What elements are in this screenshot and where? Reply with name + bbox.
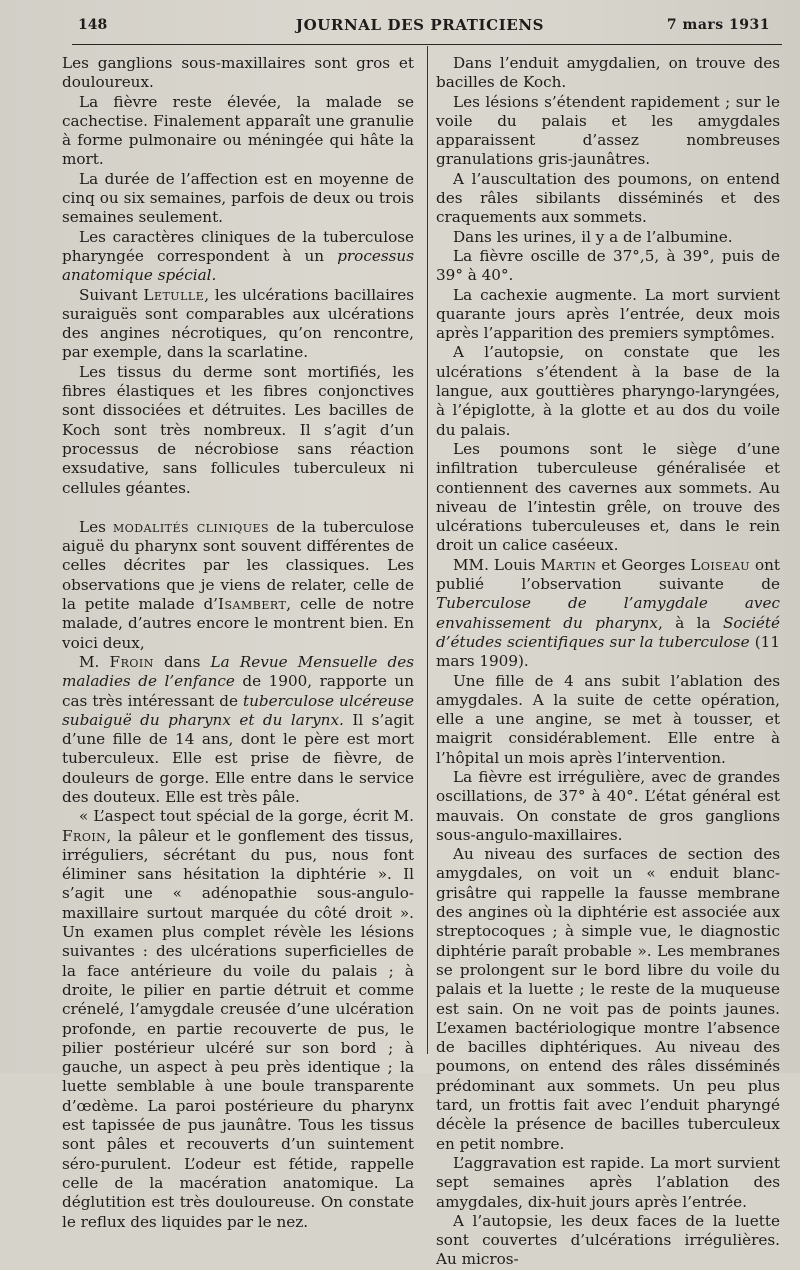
paragraph xyxy=(62,807,414,1232)
page-number: 148 xyxy=(78,17,108,33)
author-name: Loiseau xyxy=(690,555,751,574)
paragraph: Les tissus du derme sont mortifiés, les fibres élastiques et les fibres conjonctives sont dissociées et détruites. Les bacilles de Koch sont très nombreux. Il s’agit d’un processus de nécrobiose sans réaction exsudative, sans follicules tuberculeux ni cellules géantes. xyxy=(62,362,414,497)
section-keyword: modalités cliniques xyxy=(112,517,270,536)
paragraph xyxy=(62,653,414,807)
italic-phrase: processus anatomique spécial. xyxy=(62,246,414,285)
text-run: Les caractères cliniques de la tuberculose pharyngée correspondent à un xyxy=(62,227,414,265)
paragraph: Les ganglions sous-maxillaires sont gros et douloureux. xyxy=(62,54,414,92)
journal-citation: La Revue Mensuelle des maladies de l’enfance xyxy=(62,652,414,691)
text-run: dans xyxy=(153,652,211,671)
text-run: et Georges xyxy=(596,555,691,574)
paragraph: Une fille de 4 ans subit l’ablation des amygdales. A la suite de cette opération, elle a une angine, se met à tousser, et maigrit considérablement. Elle entre à l’hôpital un mois après l’intervention. xyxy=(436,671,780,767)
right-column xyxy=(436,54,780,1270)
paragraph: La cachexie augmente. La mort survient quarante jours après l’entrée, deux mois après l’apparition des premiers symptômes. xyxy=(436,285,780,343)
paragraph: La durée de l’affection est en moyenne de cinq ou six semaines, parfois de deux ou trois semaines seulement. xyxy=(62,169,414,227)
issue-date: 7 mars 1931 xyxy=(666,17,770,33)
text-run: Les xyxy=(79,517,113,536)
paragraph: A l’autopsie, on constate que les ulcérations s’étendent à la base de la langue, aux gouttières pharyngo-laryngées, à l’épiglotte, à la glotte et au dos du voile du palais. xyxy=(436,343,780,439)
paragraph: Les poumons sont le siège d’une infiltration tuberculeuse généralisée et contiennent des cavernes aux sommets. Au niveau de l’intestin grêle, on trouve des ulcérations tuberculeuses et, dans le rein droit un calice caséeux. xyxy=(436,439,780,555)
text-run: de 1900, rapporte un cas très intéressant de xyxy=(62,672,414,710)
paragraph: La fièvre reste élevée, la malade se cachectise. Finalement apparaît une granulie à forme pulmonaire ou méningée qui hâte la mort. xyxy=(62,92,414,169)
paragraph xyxy=(436,556,780,672)
paragraph: Dans l’enduit amygdalien, on trouve des bacilles de Koch. xyxy=(436,54,780,92)
text-run: Il s’agit d’une fille de 14 ans, dont le père est mort tuberculeux. Elle est prise de fièvre, de douleurs de gorge. Elle entre dans le service des douteux. Elle est très pâle. xyxy=(62,710,415,806)
author-name: Froin xyxy=(109,652,154,671)
text-run: MM. Louis xyxy=(453,555,541,574)
paragraph: L’aggravation est rapide. La mort survient sept semaines après l’ablation des amygdales, dix-huit jours après l’entrée. xyxy=(436,1153,780,1211)
text-run: ont publié l’observation suivante de xyxy=(436,555,781,594)
italic-phrase: Société d’études scientifiques sur la tuberculose xyxy=(436,613,780,651)
text-run: M. xyxy=(79,652,110,671)
text-run: Suivant xyxy=(79,285,144,304)
section-gap xyxy=(62,498,414,518)
italic-phrase: tuberculose ulcéreuse subaiguë du pharynx et du larynx. xyxy=(62,691,414,729)
paragraph: Les lésions s’étendent rapidement ; sur le voile du palais et les amygdales apparaissent d’assez nombreuses granulations gris-jaunâtres. xyxy=(436,92,780,169)
author-name: Isambert xyxy=(218,595,287,614)
paragraph xyxy=(62,286,414,363)
text-run: , à la xyxy=(657,613,723,632)
text-run: de la tuberculose aiguë du pharynx sont souvent différentes de celles décrites par les classiques. Les observations que je viens de relater, celle de la petite malade d’ xyxy=(62,517,414,614)
paragraph xyxy=(62,518,414,653)
paragraph: A l’autopsie, les deux faces de la luette sont couvertes d’ulcérations irrégulières. Au micros- xyxy=(436,1211,780,1269)
column-divider xyxy=(427,46,428,1054)
journal-title: JOURNAL DES PRATICIENS xyxy=(295,16,545,34)
paragraph: Au niveau des surfaces de section des amygdales, on voit un « enduit blanc-grisâtre qui rappelle la fausse membrane des angines où la diphtérie est associée aux streptocoques ; à simple vue, le diagnostic diphtérie paraît probable ». Les membranes se prolongent sur le bord libre du voile du palais et la luette ; le reste de la muqueuse est sain. On ne voit pas de points jaunes. L’examen bactériologique montre l’absence de bacilles diphtériques. Au niveau des poumons, on entend des râles disséminés prédominant aux sommets. Un peu plus tard, un frottis fait avec l’enduit pharyngé décèle la présence de bacilles tuberculeux en petit nombre. xyxy=(436,845,780,1153)
paragraph: Dans les urines, il y a de l’albumine. xyxy=(453,227,733,246)
paragraph: La fièvre est irrégulière, avec de grandes oscillations, de 37° à 40°. L’état général est mauvais. On constate de gros ganglions sous-angulo-maxillaires. xyxy=(436,767,780,844)
paragraph: A l’auscultation des poumons, on entend des râles sibilants disséminés et des craquements aux sommets. xyxy=(436,169,780,227)
author-name: Letulle xyxy=(143,285,205,304)
paragraph xyxy=(62,228,414,286)
header-rule xyxy=(72,44,782,45)
paragraph: La fièvre oscille de 37°,5, à 39°, puis de 39° à 40°. xyxy=(436,246,780,285)
text-run: , celle de notre malade, d’autres encore le montrent bien. En voici deux, xyxy=(62,595,414,652)
left-column xyxy=(62,54,414,1232)
author-name: Froin xyxy=(62,826,107,845)
italic-phrase: Tuberculose de l’amygdale avec envahissement du pharynx xyxy=(436,594,780,632)
author-name: Martin xyxy=(540,555,597,574)
text-run: (11 mars 1909). xyxy=(436,632,780,671)
text-run: « L’aspect tout spécial de la gorge, écrit M. xyxy=(79,807,414,826)
page-header xyxy=(0,14,800,42)
text-run: , la pâleur et le gonflement des tissus, irréguliers, sécrétant du pus, nous font éliminer sans hésitation la diphtérie ». Il s’agit une « adénopathie sous-angulo-maxillaire surtout marquée du côté droit ». Un examen plus complet révèle les lésions suivantes : des ulcérations superficielles de la face antérieure du voile du palais ; à droite, le pilier en partie détruit et comme crénelé, l’amygdale creusée d’une ulcération profonde, en partie recouverte de pus, le pilier postérieur ulcéré sur son bord ; à gauche, un aspect à peu près identique ; la luette semblable à une boule transparente d’œdème. La paroi postérieure du pharynx est tapissée de pus jaunâtre. Tous les tissus sont pâles et recouverts d’un suintement séro-purulent. L’odeur est fétide, rappelle celle de la macération anatomique. La déglutition est très douloureuse. On constate le reflux des liquides par le nez. xyxy=(62,826,414,1231)
text-run: , les ulcérations bacillaires suraiguës sont comparables aux ulcérations des angines nécrotiques, qu’on rencontre, par exemple, dans la scarlatine. xyxy=(62,285,415,362)
